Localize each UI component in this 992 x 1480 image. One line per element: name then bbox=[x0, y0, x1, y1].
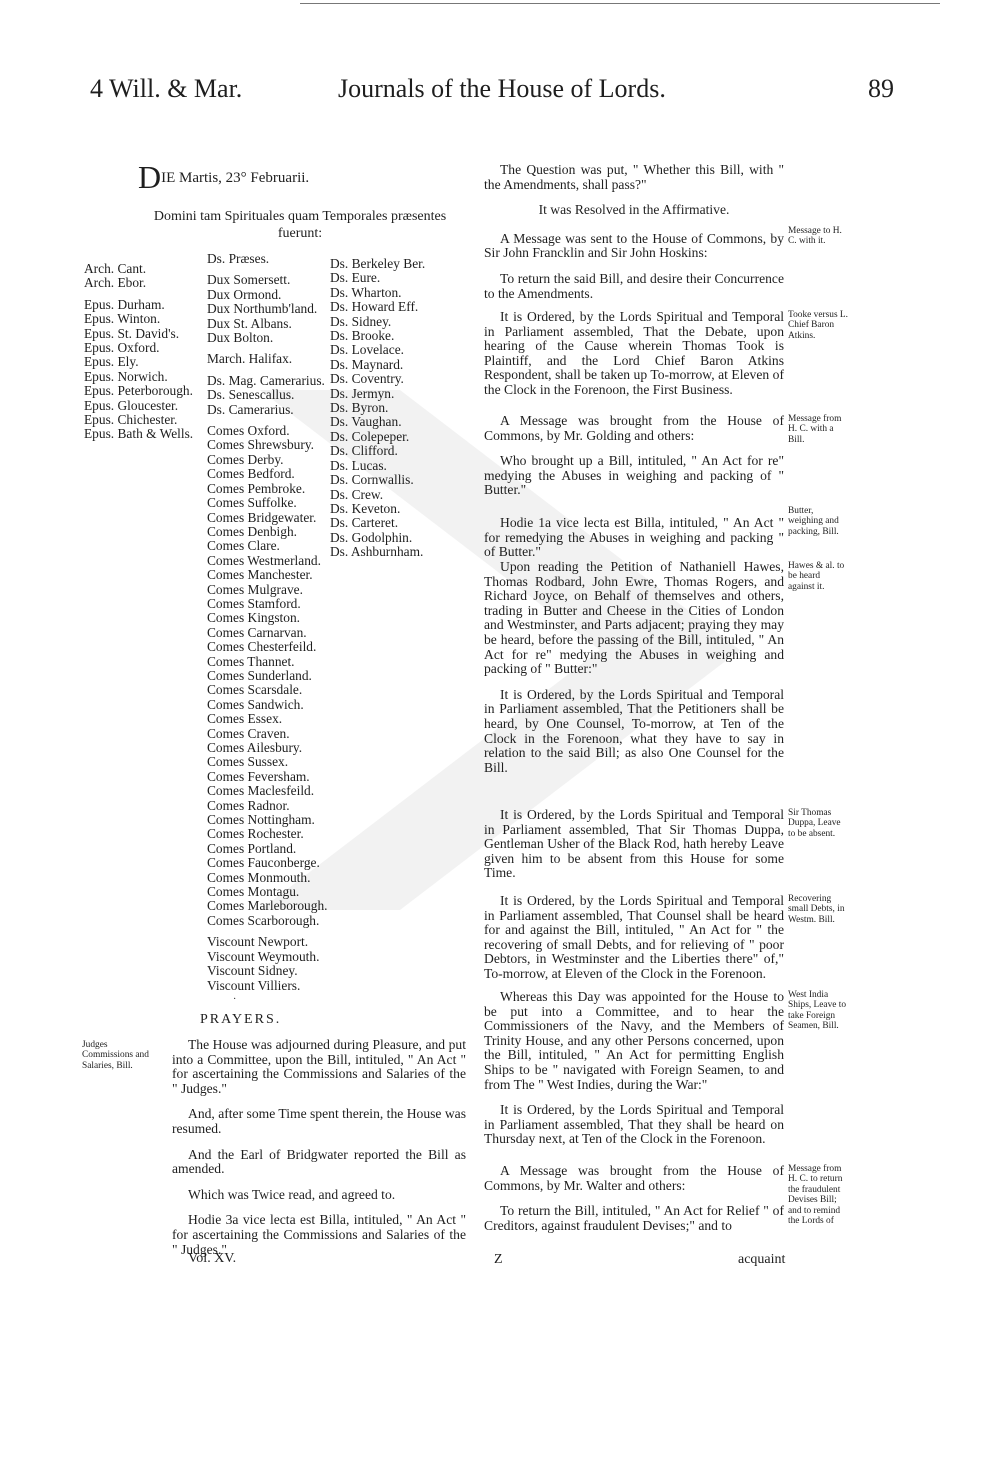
attendee-name: Epus. Ely. bbox=[84, 354, 139, 370]
attendee-name: Ds. Lovelace. bbox=[330, 342, 404, 358]
margin-note-butter: Butter, weighing and packing, Bill. bbox=[788, 506, 839, 537]
attendee-name: Epus. Norwich. bbox=[84, 368, 168, 384]
drop-initial: D bbox=[138, 159, 162, 195]
attendee-name: Ds. Brooke. bbox=[330, 328, 395, 344]
paragraph: It is Ordered, by the Lords Spiritual and Temporal in Parliament assembled, That the Debate, upon hearing of the Cause wherein Thomas Took is Plaintiff, and the Lord Chief Baron Atkins Respondent, shall be taken up To-morrow, at Eleven of the Clock in the Forenoon, the First Business. bbox=[484, 309, 784, 397]
margin-note-message-hc: Message to H. C. with it. bbox=[788, 226, 842, 247]
attendee-name: Arch. Ebor. bbox=[84, 275, 147, 291]
left-body bbox=[172, 1038, 466, 1268]
attendee-name: Ds. Ashburnham. bbox=[330, 544, 424, 560]
attendance-column-bishops bbox=[84, 262, 193, 442]
attendee-name: Dux Somersett. bbox=[207, 272, 291, 288]
margin-note-message-bill: Message from H. C. with a Bill. bbox=[788, 414, 842, 445]
attendee-name: Ds. Jermyn. bbox=[330, 385, 395, 401]
attendee-name: Comes Mulgrave. bbox=[207, 581, 303, 597]
attendee-name: Viscount Villiers. bbox=[207, 977, 301, 993]
attendee-name: Viscount Newport. bbox=[207, 934, 309, 950]
attendee-name: Epus. Gloucester. bbox=[84, 397, 179, 413]
attendee-name: Comes Suffolke. bbox=[207, 495, 297, 511]
paragraph: It was Resolved in the Affirmative. bbox=[538, 202, 730, 218]
attendee-name: Comes Monmouth. bbox=[207, 869, 311, 885]
attendee-name: Comes Manchester. bbox=[207, 567, 313, 583]
attendee-name: Comes Scarborough. bbox=[207, 912, 320, 928]
paragraph: To return the Bill, intituled, " An Act for Relief " of Creditors, against fraudulent Devises;" and to bbox=[484, 1203, 784, 1233]
attendee-name: Epus. Oxford. bbox=[84, 340, 160, 356]
running-head-title: Journals of the House of Lords. bbox=[338, 74, 666, 103]
attendee-name: Comes Westmerland. bbox=[207, 552, 321, 568]
attendance-heading: Domini tam Spirituales quam Temporales præsentes fuerunt: bbox=[153, 209, 447, 241]
margin-note-hawes: Hawes & al. to be heard against it. bbox=[788, 561, 845, 592]
right-body-duppa bbox=[484, 808, 784, 892]
margin-note-duppa: Sir Thomas Duppa, Leave to be absent. bbox=[788, 808, 841, 839]
attendee-name: Ds. Lucas. bbox=[330, 457, 387, 473]
attendee-name: Comes Pembroke. bbox=[207, 480, 306, 496]
attendee-name: Ds. Berkeley Ber. bbox=[330, 256, 426, 271]
right-body-tooke bbox=[484, 310, 784, 409]
attendee-name: Epus. Durham. bbox=[84, 296, 165, 312]
attendee-name: Ds. Colepeper. bbox=[330, 428, 410, 444]
attendee-name: Comes Marleborough. bbox=[207, 898, 328, 914]
attendee-name: Dux St. Albans. bbox=[207, 315, 292, 331]
attendee-name: Comes Nottingham. bbox=[207, 812, 315, 828]
paragraph: Which was Twice read, and agreed to. bbox=[188, 1186, 396, 1202]
attendee-name: Ds. Sidney. bbox=[330, 313, 392, 329]
attendee-name: Viscount Weymouth. bbox=[207, 948, 320, 964]
attendee-name: Ds. Coventry. bbox=[330, 371, 404, 387]
right-body-westindia bbox=[484, 990, 784, 1158]
attendee-name: Ds. Eure. bbox=[330, 270, 381, 286]
attendee-name: Ds. Byron. bbox=[330, 400, 389, 416]
attendee-name: Dux Bolton. bbox=[207, 330, 274, 346]
attendee-name: Comes Clare. bbox=[207, 538, 280, 554]
paragraph: A Message was brought from the House of Commons, by Mr. Golding and others: bbox=[484, 413, 784, 443]
attendee-name: Epus. Bath & Wells. bbox=[84, 426, 194, 442]
attendee-name: Comes Derby. bbox=[207, 451, 284, 467]
attendee-name: Comes Maclesfeild. bbox=[207, 783, 315, 799]
right-body-butter bbox=[484, 414, 784, 571]
attendee-name: Epus. St. David's. bbox=[84, 325, 180, 341]
attendee-name: Ds. Vaughan. bbox=[330, 414, 402, 430]
margin-note-fraudulent: Message from H. C. to return the fraudulent Devises Bill; and to remind the Lords of bbox=[788, 1164, 843, 1227]
right-body-debts bbox=[484, 894, 784, 993]
attendee-name: Comes Bedford. bbox=[207, 466, 295, 482]
attendee-name: Comes Kingston. bbox=[207, 610, 300, 626]
attendee-name: Comes Montagu. bbox=[207, 884, 300, 900]
paragraph: Hodie 1a vice lecta est Billa, intituled, " An Act " for remedying the Abuses in weighing and packing " of Butter." bbox=[484, 514, 784, 560]
attendee-name: Dux Ormond. bbox=[207, 286, 282, 302]
paragraph: Whereas this Day was appointed for the House to be put into a Committee, and to hear the Commissioners of the Navy, and the Members of Trinity House, and any other Persons concerned, upon the Bill, intituled, " An Act for permitting English Ships to be " navigated with Foreign Seamen, to and from The " West Indies, during the War:" bbox=[484, 989, 784, 1092]
attendance-column-barons bbox=[330, 257, 425, 560]
attendee-name: Dux Northumb'land. bbox=[207, 301, 318, 317]
margin-note-westindia: West India Ships, Leave to take Foreign Seamen, Bill. bbox=[788, 990, 847, 1032]
attendee-name: Arch. Cant. bbox=[84, 261, 147, 276]
attendee-name: Comes Thannet. bbox=[207, 653, 295, 669]
running-head-left: 4 Will. & Mar. bbox=[90, 74, 243, 103]
signature-mark: Z bbox=[494, 1252, 503, 1267]
attendee-name: Comes Radnor. bbox=[207, 797, 290, 813]
attendee-name: Comes Craven. bbox=[207, 725, 290, 741]
paragraph: And, after some Time spent therein, the House was resumed. bbox=[172, 1106, 466, 1136]
catchword: acquaint bbox=[738, 1252, 786, 1267]
right-body-top bbox=[484, 163, 784, 312]
attendee-name: Epus. Chichester. bbox=[84, 412, 178, 428]
attendee-name: Epus. Winton. bbox=[84, 311, 161, 327]
attendee-name: Comes Oxford. bbox=[207, 423, 290, 439]
attendee-name: Comes Stamford. bbox=[207, 595, 301, 611]
margin-note-debts: Recovering small Debts, in Westm. Bill. bbox=[788, 894, 845, 925]
attendee-name: Comes Carnarvan. bbox=[207, 624, 307, 640]
attendance-column-nobility bbox=[207, 252, 328, 993]
attendee-name: Comes Portland. bbox=[207, 840, 297, 856]
attendee-name: Comes Essex. bbox=[207, 711, 283, 727]
attendee-name: Ds. Mag. Camerarius. bbox=[207, 372, 325, 388]
paragraph: Upon reading the Petition of Nathaniell Hawes, Thomas Rodbard, John Ewre, Thomas Rogers, and Richard Joyce, on Behalf of themselves and others, trading in Butter and Cheese in the Cities of London and Westminster, and Parts adjacent; praying they may be heard, before the passing of the Bill, intituled, " An Act for re" medying the Abuses in weighing and packing of " Butter:" bbox=[484, 559, 784, 677]
attendee-name: Comes Shrewsbury. bbox=[207, 437, 314, 453]
attendee-name: Ds. Senescallus. bbox=[207, 387, 295, 403]
attendee-name: Comes Denbigh. bbox=[207, 523, 298, 539]
margin-note-judges: Judges Commissions and Salaries, Bill. bbox=[82, 1040, 149, 1071]
volume-signature: Vol. XV. bbox=[188, 1251, 237, 1266]
paragraph: It is Ordered, by the Lords Spiritual and Temporal in Parliament assembled, That Sir Thomas Duppa, Gentleman Usher of the Black Rod, hath hereby Leave given him to be absent from this House for some Time. bbox=[484, 807, 784, 881]
attendee-name: Ds. Keveton. bbox=[330, 500, 401, 516]
attendee-name: Ds. Crew. bbox=[330, 486, 384, 502]
attendee-name: Comes Rochester. bbox=[207, 826, 304, 842]
attendee-name: Ds. Maynard. bbox=[330, 356, 404, 372]
attendee-name: Ds. Carteret. bbox=[330, 515, 399, 531]
attendee-name: Ds. Præses. bbox=[207, 251, 270, 266]
attendee-name: Ds. Howard Eff. bbox=[330, 299, 419, 315]
attendee-name: Comes Scarsdale. bbox=[207, 682, 303, 698]
paragraph: A Message was sent to the House of Commons, by Sir John Francklin and Sir John Hoskins: bbox=[484, 230, 784, 261]
page-number: 89 bbox=[868, 74, 894, 103]
paragraph: The House was adjourned during Pleasure, and put into a Committee, upon the Bill, intituled, " An Act " for ascertaining the Commissions and Salaries of the " Judges." bbox=[172, 1037, 466, 1096]
right-body-hawes bbox=[484, 560, 784, 786]
attendee-name: Comes Sussex. bbox=[207, 754, 289, 770]
attendee-name: Comes Ailesbury. bbox=[207, 740, 303, 755]
paragraph: And the Earl of Bridgwater reported the Bill as amended. bbox=[172, 1146, 466, 1177]
sitting-date bbox=[138, 159, 310, 195]
attendee-name: Comes Fauconberge. bbox=[207, 855, 320, 871]
attendee-name: Comes Sandwich. bbox=[207, 696, 304, 712]
top-rule bbox=[300, 3, 940, 4]
paragraph: It is Ordered, by the Lords Spiritual and Temporal in Parliament assembled, That they shall be heard on Thursday next, at Ten of the Clock in the Forenoon. bbox=[484, 1102, 784, 1147]
paragraph: It is Ordered, by the Lords Spiritual and Temporal in Parliament assembled, That the Petitioners shall be heard, by One Counsel, To-morrow, at Ten of the Clock in the Forenoon, what they have to say in relation to the said Bill; as also One Counsel for the Bill. bbox=[484, 686, 784, 775]
attendee-name: Ds. Wharton. bbox=[330, 284, 402, 300]
attendee-name: Ds. Camerarius. bbox=[207, 401, 294, 417]
margin-note-tooke: Tooke versus L. Chief Baron Atkins. bbox=[788, 310, 849, 341]
sitting-date-text: IE Martis, 23° Februarii. bbox=[161, 170, 310, 186]
attendee-name: Comes Bridgewater. bbox=[207, 509, 317, 525]
right-body-message3 bbox=[484, 1164, 784, 1244]
paragraph: It is Ordered, by the Lords Spiritual and Temporal in Parliament assembled, That Counsel shall be heard for and against the Bill, intituled, " An Act for " the recovering of small Debts, and for relieving of " poor Debtors, in Westminster and the Liberties there" of," To-morrow, at Eleven of the Clock in the Forenoon. bbox=[484, 893, 784, 981]
paragraph: To return the said Bill, and desire their Concurrence to the Amendments. bbox=[484, 270, 784, 301]
attendee-name: Comes Chesterfeild. bbox=[207, 639, 317, 655]
attendee-name: Comes Feversham. bbox=[207, 768, 310, 784]
attendee-name: March. Halifax. bbox=[207, 351, 293, 367]
attendee-name: Comes Sunderland. bbox=[207, 667, 312, 683]
paragraph: A Message was brought from the House of Commons, by Mr. Walter and others: bbox=[484, 1163, 784, 1193]
attendee-name: Ds. Cornwallis. bbox=[330, 472, 414, 488]
attendee-name: Ds. Godolphin. bbox=[330, 529, 413, 545]
paragraph: The Question was put, " Whether this Bill, with " the Amendments, shall pass?" bbox=[484, 162, 784, 192]
paragraph: Hodie 3a vice lecta est Billa, intituled, " An Act " for ascertaining the Commissions and Salaries of the " Judges." bbox=[172, 1212, 466, 1257]
attendee-name: Ds. Clifford. bbox=[330, 443, 398, 459]
paragraph: Who brought up a Bill, intituled, " An Act for re" medying the Abuses in weighing and packing of " Butter." bbox=[484, 453, 784, 498]
prayers-heading: PRAYERS. bbox=[200, 1012, 282, 1027]
ornament: · bbox=[233, 994, 237, 1005]
attendee-name: Epus. Peterborough. bbox=[84, 383, 193, 399]
attendee-name: Viscount Sidney. bbox=[207, 963, 298, 979]
